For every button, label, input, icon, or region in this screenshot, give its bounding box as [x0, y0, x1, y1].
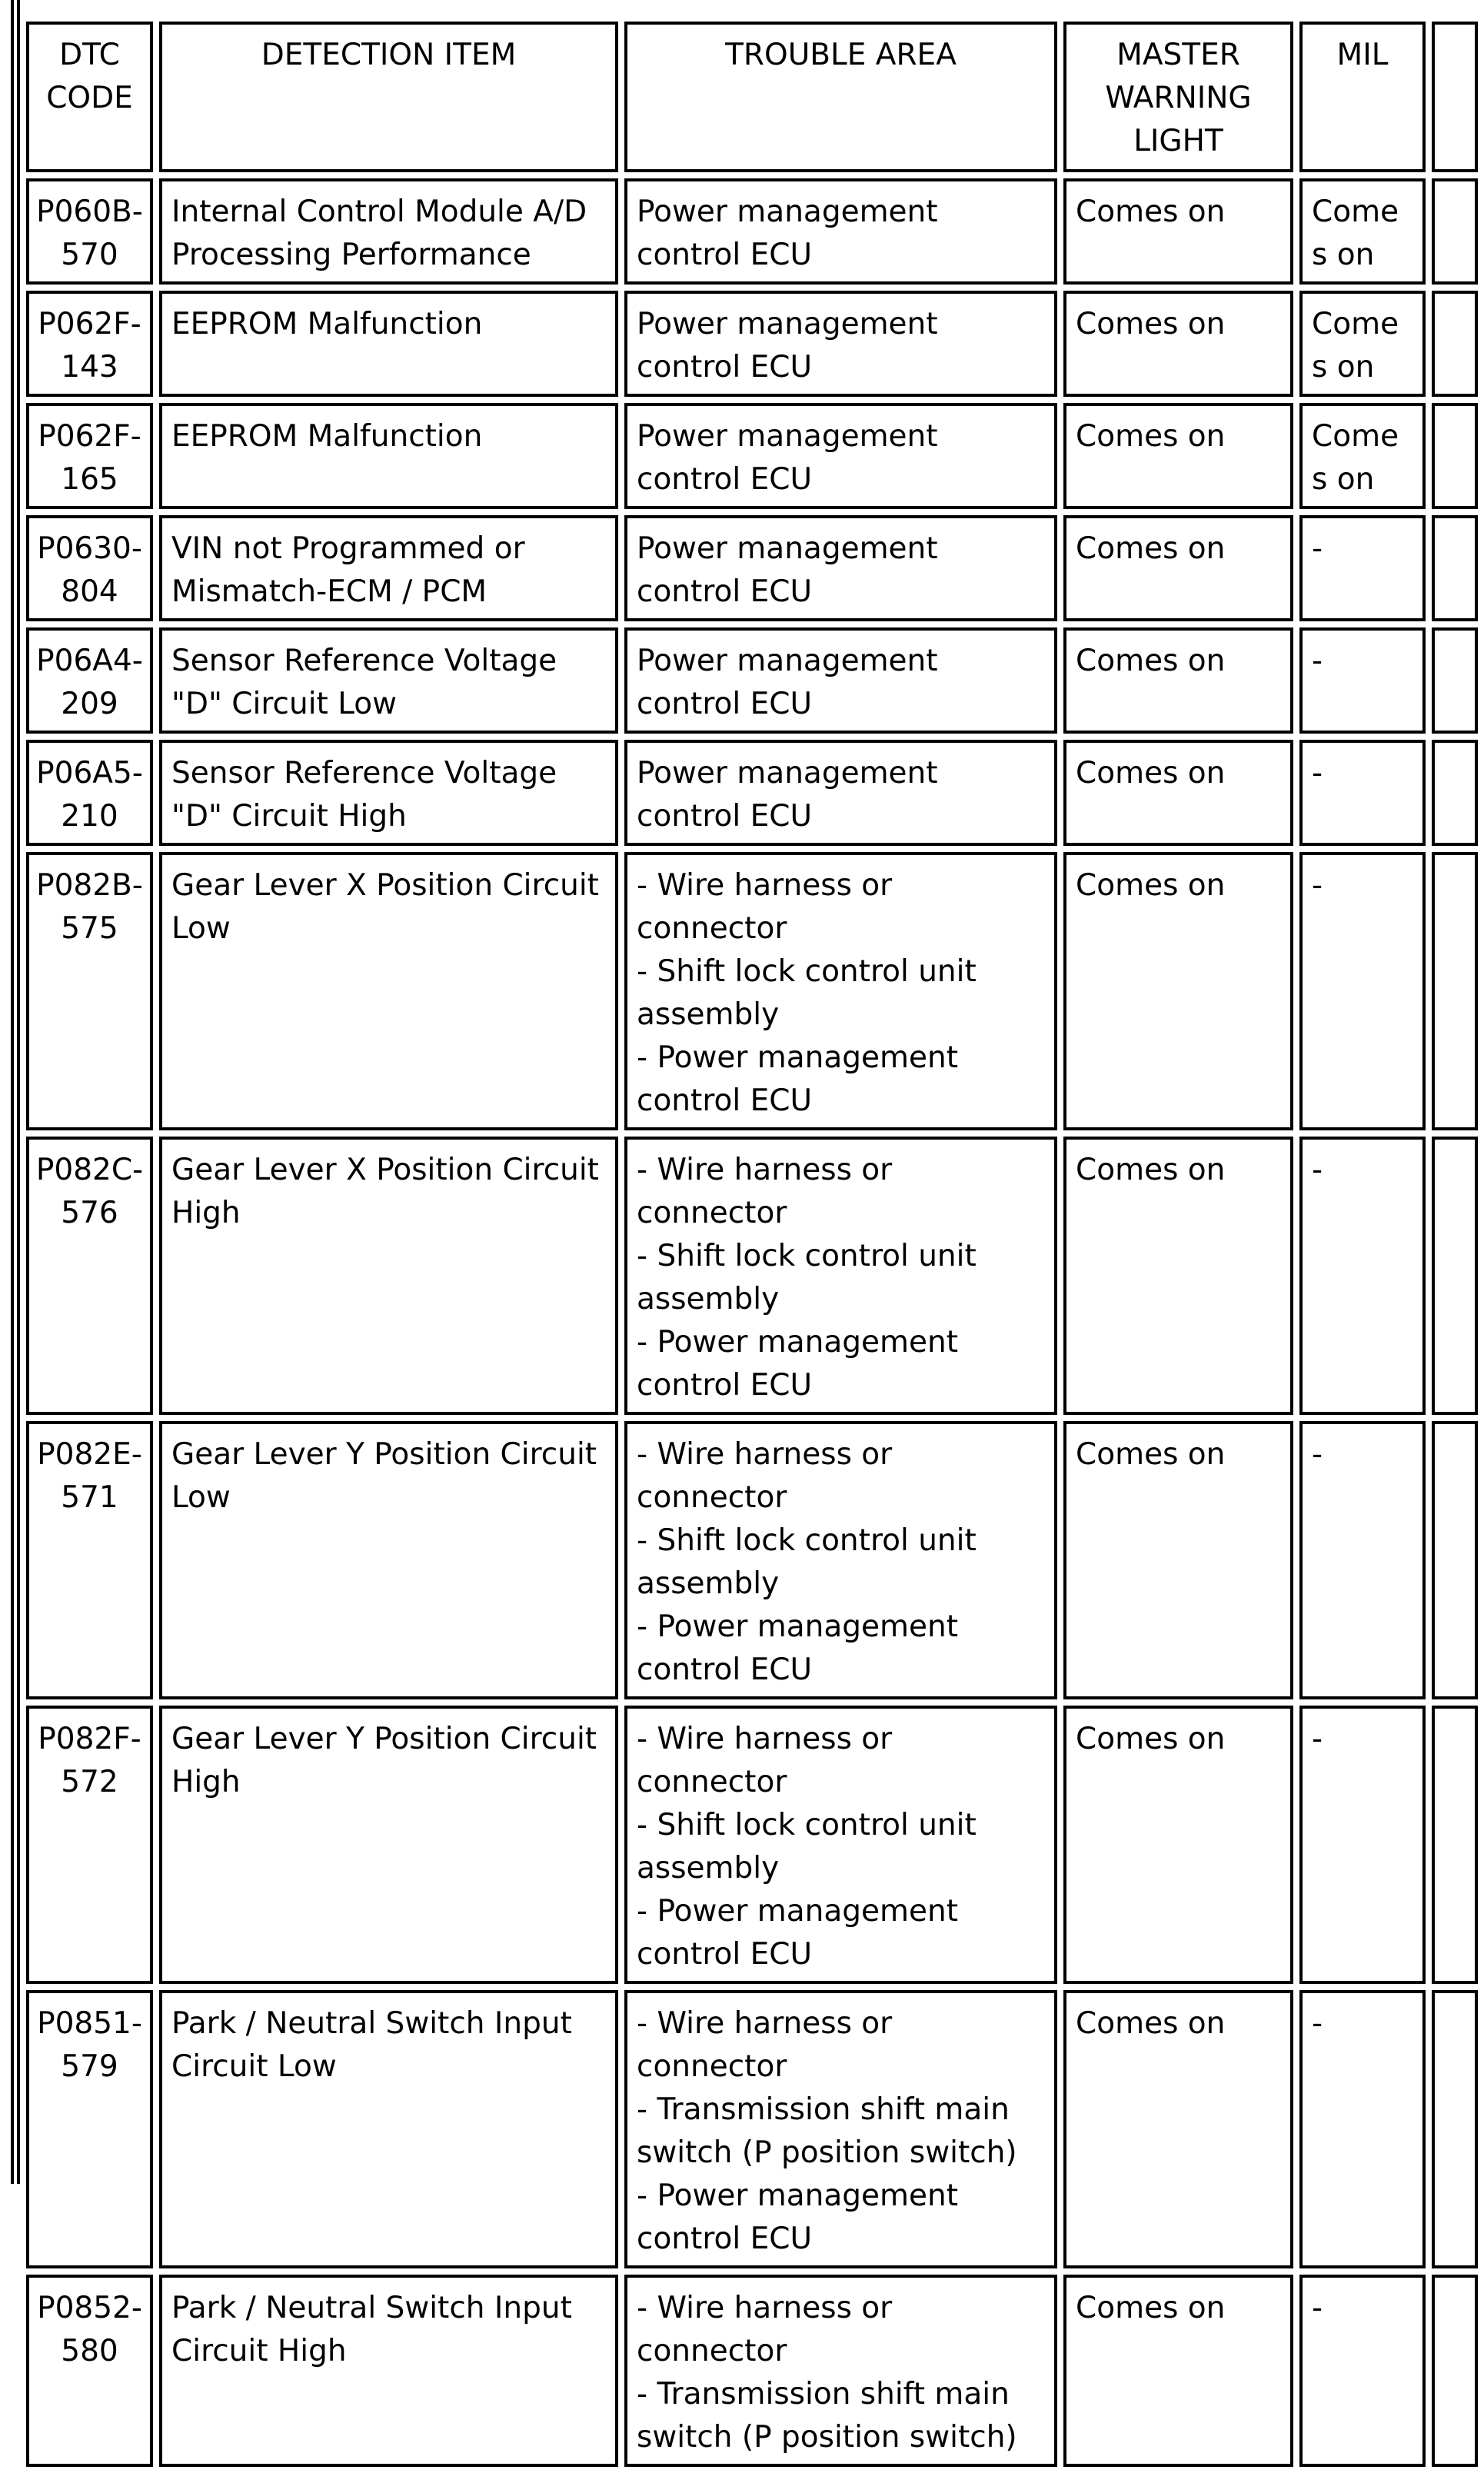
- trouble-area-cell: [624, 1990, 1057, 2268]
- master-warning-light-cell: Comes on: [1063, 852, 1293, 1130]
- master-warning-light-cell: Comes on: [1063, 515, 1293, 621]
- table-row: [26, 740, 1478, 846]
- dtc-code-suffix: 804: [61, 574, 118, 609]
- dtc-code-suffix: 575: [61, 911, 118, 946]
- master-warning-light-cell: Comes on: [1063, 1137, 1293, 1415]
- mil-cell: Comes on: [1299, 403, 1426, 509]
- dtc-code-prefix: P0851-: [37, 2006, 142, 2041]
- cut-column-cell: [1432, 1990, 1478, 2268]
- cut-column-cell: [1432, 1137, 1478, 1415]
- trouble-area-line: Power management control ECU: [637, 419, 938, 497]
- dtc-code-prefix: P06A4-: [36, 644, 143, 678]
- master-warning-light-cell: Comes on: [1063, 403, 1293, 509]
- dtc-code-cell: [26, 1421, 153, 1699]
- trouble-area-cell: [624, 403, 1057, 509]
- header-master-warning-light: MASTER WARNING LIGHT: [1063, 22, 1293, 172]
- cut-column-cell: [1432, 291, 1478, 397]
- cut-column-cell: [1432, 852, 1478, 1130]
- trouble-area-line: - Wire harness or connector: [637, 1722, 893, 1799]
- trouble-area-line: - Shift lock control unit assembly: [637, 1808, 977, 1886]
- dtc-code-cell: [26, 1990, 153, 2268]
- master-warning-light-cell: Comes on: [1063, 2275, 1293, 2467]
- trouble-area-line: - Wire harness or connector: [637, 2291, 893, 2368]
- dtc-code-suffix: 571: [61, 1480, 118, 1515]
- dtc-code-suffix: 165: [61, 462, 118, 497]
- mil-cell: -: [1299, 515, 1426, 621]
- master-warning-light-cell: Comes on: [1063, 740, 1293, 846]
- dtc-code-prefix: P0852-: [37, 2291, 142, 2325]
- dtc-code-cell: [26, 1706, 153, 1984]
- trouble-area-cell: [624, 1706, 1057, 1984]
- cut-column-cell: [1432, 1421, 1478, 1699]
- dtc-code-suffix: 572: [61, 1765, 118, 1799]
- mil-cell: -: [1299, 852, 1426, 1130]
- trouble-area-line: - Power management control ECU: [637, 1325, 959, 1403]
- dtc-code-cell: [26, 178, 153, 285]
- dtc-code-prefix: P0630-: [37, 531, 142, 566]
- trouble-area-line: Power management control ECU: [637, 531, 938, 609]
- table-row: [26, 627, 1478, 734]
- dtc-code-cell: [26, 1137, 153, 1415]
- header-mil: MIL: [1299, 22, 1426, 172]
- detection-item-cell: Park / Neutral Switch Input Circuit High: [159, 2275, 618, 2467]
- dtc-code-suffix: 209: [61, 687, 118, 721]
- trouble-area-line: - Wire harness or connector: [637, 1153, 893, 1230]
- mil-cell: -: [1299, 2275, 1426, 2467]
- trouble-area-line: - Shift lock control unit assembly: [637, 954, 977, 1032]
- dtc-code-cell: [26, 291, 153, 397]
- dtc-code-prefix: P082B-: [36, 868, 143, 903]
- detection-item-cell: Gear Lever Y Position Circuit High: [159, 1706, 618, 1984]
- dtc-code-suffix: 210: [61, 799, 118, 834]
- dtc-code-prefix: P062F-: [38, 419, 141, 454]
- mil-cell: -: [1299, 1990, 1426, 2268]
- dtc-code-cell: [26, 852, 153, 1130]
- table-row: [26, 852, 1478, 1130]
- dtc-code-prefix: P062F-: [38, 307, 141, 341]
- detection-item-cell: EEPROM Malfunction: [159, 291, 618, 397]
- mil-cell: -: [1299, 1421, 1426, 1699]
- trouble-area-line: - Shift lock control unit assembly: [637, 1523, 977, 1601]
- trouble-area-line: - Transmission shift main switch (P position switch): [637, 2377, 1017, 2455]
- table-row: [26, 515, 1478, 621]
- trouble-area-line: - Wire harness or connector: [637, 2006, 893, 2084]
- trouble-area-cell: [624, 515, 1057, 621]
- dtc-code-suffix: 580: [61, 2334, 118, 2368]
- cut-column-cell: [1432, 740, 1478, 846]
- master-warning-light-cell: Comes on: [1063, 291, 1293, 397]
- trouble-area-cell: [624, 740, 1057, 846]
- table-row: [26, 2275, 1478, 2467]
- dtc-code-suffix: 576: [61, 1196, 118, 1230]
- cut-column-cell: [1432, 403, 1478, 509]
- table-row: [26, 291, 1478, 397]
- table-row: [26, 1706, 1478, 1984]
- master-warning-light-cell: Comes on: [1063, 178, 1293, 285]
- table-row: [26, 178, 1478, 285]
- trouble-area-line: Power management control ECU: [637, 756, 938, 834]
- detection-item-cell: Sensor Reference Voltage "D" Circuit Low: [159, 627, 618, 734]
- dtc-code-suffix: 143: [61, 350, 118, 384]
- header-row: [26, 22, 1478, 172]
- trouble-area-cell: [624, 1137, 1057, 1415]
- header-dtc-code: DTC CODE: [26, 22, 153, 172]
- trouble-area-cell: [624, 291, 1057, 397]
- master-warning-light-cell: Comes on: [1063, 1990, 1293, 2268]
- dtc-code-suffix: 579: [61, 2049, 118, 2084]
- dtc-code-cell: [26, 2275, 153, 2467]
- cut-column-cell: [1432, 627, 1478, 734]
- detection-item-cell: Park / Neutral Switch Input Circuit Low: [159, 1990, 618, 2268]
- mil-cell: -: [1299, 1706, 1426, 1984]
- table-row: [26, 403, 1478, 509]
- dtc-table: [20, 15, 1484, 2473]
- cut-column-cell: [1432, 1706, 1478, 1984]
- trouble-area-line: - Shift lock control unit assembly: [637, 1239, 977, 1316]
- dtc-code-prefix: P082C-: [35, 1153, 144, 1187]
- detection-item-cell: EEPROM Malfunction: [159, 403, 618, 509]
- dtc-code-cell: [26, 740, 153, 846]
- mil-cell: Comes on: [1299, 178, 1426, 285]
- trouble-area-cell: [624, 178, 1057, 285]
- header-trouble-area: TROUBLE AREA: [624, 22, 1057, 172]
- table-row: [26, 1137, 1478, 1415]
- left-border-line: [11, 0, 14, 2184]
- dtc-code-prefix: P082F-: [38, 1722, 141, 1756]
- trouble-area-line: Power management control ECU: [637, 644, 938, 721]
- mil-cell: -: [1299, 627, 1426, 734]
- dtc-code-prefix: P06A5-: [36, 756, 143, 790]
- trouble-area-line: - Power management control ECU: [637, 1609, 959, 1687]
- cut-column-cell: [1432, 515, 1478, 621]
- dtc-code-prefix: P060B-: [36, 195, 143, 229]
- trouble-area-cell: [624, 2275, 1057, 2467]
- mil-cell: -: [1299, 1137, 1426, 1415]
- dtc-code-cell: [26, 627, 153, 734]
- detection-item-cell: Gear Lever X Position Circuit High: [159, 1137, 618, 1415]
- trouble-area-cell: [624, 627, 1057, 734]
- trouble-area-line: Power management control ECU: [637, 195, 938, 272]
- master-warning-light-cell: Comes on: [1063, 1706, 1293, 1984]
- mil-cell: -: [1299, 740, 1426, 846]
- trouble-area-line: - Power management control ECU: [637, 1894, 959, 1972]
- detection-item-cell: Gear Lever Y Position Circuit Low: [159, 1421, 618, 1699]
- trouble-area-cell: [624, 852, 1057, 1130]
- detection-item-cell: VIN not Programmed or Mismatch-ECM / PCM: [159, 515, 618, 621]
- trouble-area-line: Power management control ECU: [637, 307, 938, 384]
- cut-column-cell: [1432, 2275, 1478, 2467]
- dtc-code-cell: [26, 403, 153, 509]
- detection-item-cell: Internal Control Module A/D Processing Performance: [159, 178, 618, 285]
- detection-item-cell: Gear Lever X Position Circuit Low: [159, 852, 618, 1130]
- table-body: [26, 178, 1478, 2467]
- mil-cell: Comes on: [1299, 291, 1426, 397]
- master-warning-light-cell: Comes on: [1063, 1421, 1293, 1699]
- trouble-area-line: - Power management control ECU: [637, 1040, 959, 1118]
- table-row: [26, 1990, 1478, 2268]
- trouble-area-line: - Power management control ECU: [637, 2178, 959, 2256]
- header-cut-column: [1432, 22, 1478, 172]
- table-row: [26, 1421, 1478, 1699]
- trouble-area-line: - Wire harness or connector: [637, 868, 893, 946]
- dtc-code-cell: [26, 515, 153, 621]
- header-detection-item: DETECTION ITEM: [159, 22, 618, 172]
- cut-column-cell: [1432, 178, 1478, 285]
- trouble-area-line: - Transmission shift main switch (P position switch): [637, 2092, 1017, 2170]
- dtc-code-suffix: 570: [61, 238, 118, 272]
- trouble-area-cell: [624, 1421, 1057, 1699]
- detection-item-cell: Sensor Reference Voltage "D" Circuit High: [159, 740, 618, 846]
- master-warning-light-cell: Comes on: [1063, 627, 1293, 734]
- dtc-code-prefix: P082E-: [37, 1437, 142, 1472]
- trouble-area-line: - Wire harness or connector: [637, 1437, 893, 1515]
